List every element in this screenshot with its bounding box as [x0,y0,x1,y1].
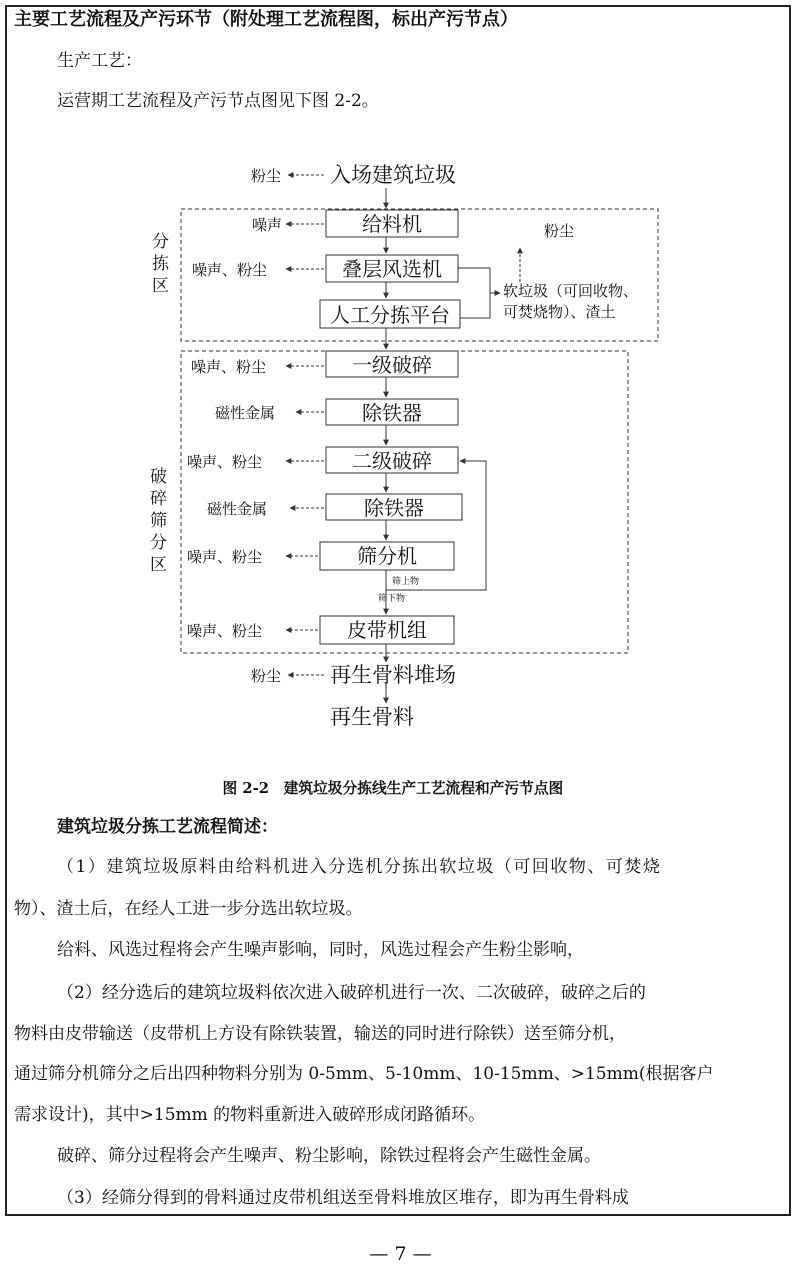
iron-remover2-emission: 磁性金属 [207,500,268,518]
production-label: 生产工艺： [57,51,142,71]
zone-sort-char2: 拣 [152,254,169,274]
belt-emission: 噪声、粉尘 [187,622,263,640]
crusher1-emission: 噪声、粉尘 [191,358,267,376]
feeder-label: 给料机 [362,212,422,236]
para3-line4: 需求设计)，其中>15mm 的物料重新进入破碎形成闭路循环。 [14,1105,486,1125]
para4: 破碎、筛分过程将会产生噪声、粉尘影响，除铁过程将会产生磁性金属。 [57,1146,601,1166]
para3-line1: （2）经分选后的建筑垃圾料依次进入破碎机进行一次、二次破碎，破碎之后的 [57,983,646,1003]
stockyard-emission: 粉尘 [251,667,282,685]
product-label: 再生骨料 [330,705,414,729]
para1-line2: 物）、渣土后，在经人工进一步分选出软垃圾。 [14,899,363,919]
zone-crush-label [150,466,172,575]
stockyard-label: 再生骨料堆场 [330,663,456,687]
screen-label: 筛分机 [357,544,417,568]
zone-crush-char3: 筛 [150,511,167,531]
crusher2-label: 二级破碎 [352,449,432,473]
para3-line2: 物料由皮带输送（皮带机上方设有除铁装置，输送的同时进行除铁）送至筛分机， [14,1024,626,1044]
iron-remover1-label: 除铁器 [362,401,422,425]
undersize-label: 筛下物 [378,594,406,604]
zone-crush-char2: 碎 [150,489,167,509]
zone-crush-char1: 破 [150,467,167,487]
manual-platform-label: 人工分拣平台 [330,303,450,327]
para5: （3）经筛分得到的骨料通过皮带机组送至骨料堆放区堆存，即为再生骨料成 [57,1188,629,1208]
intro-text: 运营期工艺流程及产污节点图见下图 2-2。 [57,91,379,111]
para3-line3: 通过筛分机筛分之后出四种物料分别为 0-5mm、5-10mm、10-15mm、>15mm(根据客户 [14,1064,714,1084]
top-node-label: 入场建筑垃圾 [330,163,456,187]
zone-sort-char1: 分 [152,232,169,252]
crusher2-emission: 噪声、粉尘 [187,453,263,471]
iron-remover1-emission: 磁性金属 [215,404,276,422]
air-sorter-label: 叠层风选机 [342,257,442,281]
page-number: — 7 — [369,1243,432,1265]
zone-sort-char3: 区 [152,276,169,296]
belt-label: 皮带机组 [347,618,427,642]
zone-crush-char5: 区 [150,555,167,575]
section-title: 建筑垃圾分拣工艺流程简述： [57,817,278,837]
crusher1-label: 一级破碎 [352,353,432,377]
top-dust-label: 粉尘 [251,167,282,185]
para1-line1: （1）建筑垃圾原料由给料机进入分选机分拣出软垃圾（可回收物、可焚烧 [57,857,662,877]
zone-sort-label [152,232,174,296]
figure-caption: 图 2-2 建筑垃圾分拣线生产工艺流程和产污节点图 [222,779,564,797]
section-heading: 主要工艺流程及产污环节（附处理工艺流程图，标出产污节点） [14,9,518,30]
soft-waste-line2: 可焚烧物）、渣土 [503,303,616,321]
feeder-emission: 噪声 [252,216,283,234]
air-sorter-emission: 噪声、粉尘 [192,261,268,279]
iron-remover2-label: 除铁器 [364,496,424,520]
para2: 给料、风选过程将会产生噪声影响，同时，风选过程会产生粉尘影响， [57,940,584,960]
oversize-label: 筛上物 [392,577,420,587]
soft-waste-line1: 软垃圾（可回收物、 [503,282,639,300]
screen-emission: 噪声、粉尘 [187,548,263,566]
zone-crush-char4: 分 [150,533,167,553]
soft-waste-dust: 粉尘 [544,222,575,240]
